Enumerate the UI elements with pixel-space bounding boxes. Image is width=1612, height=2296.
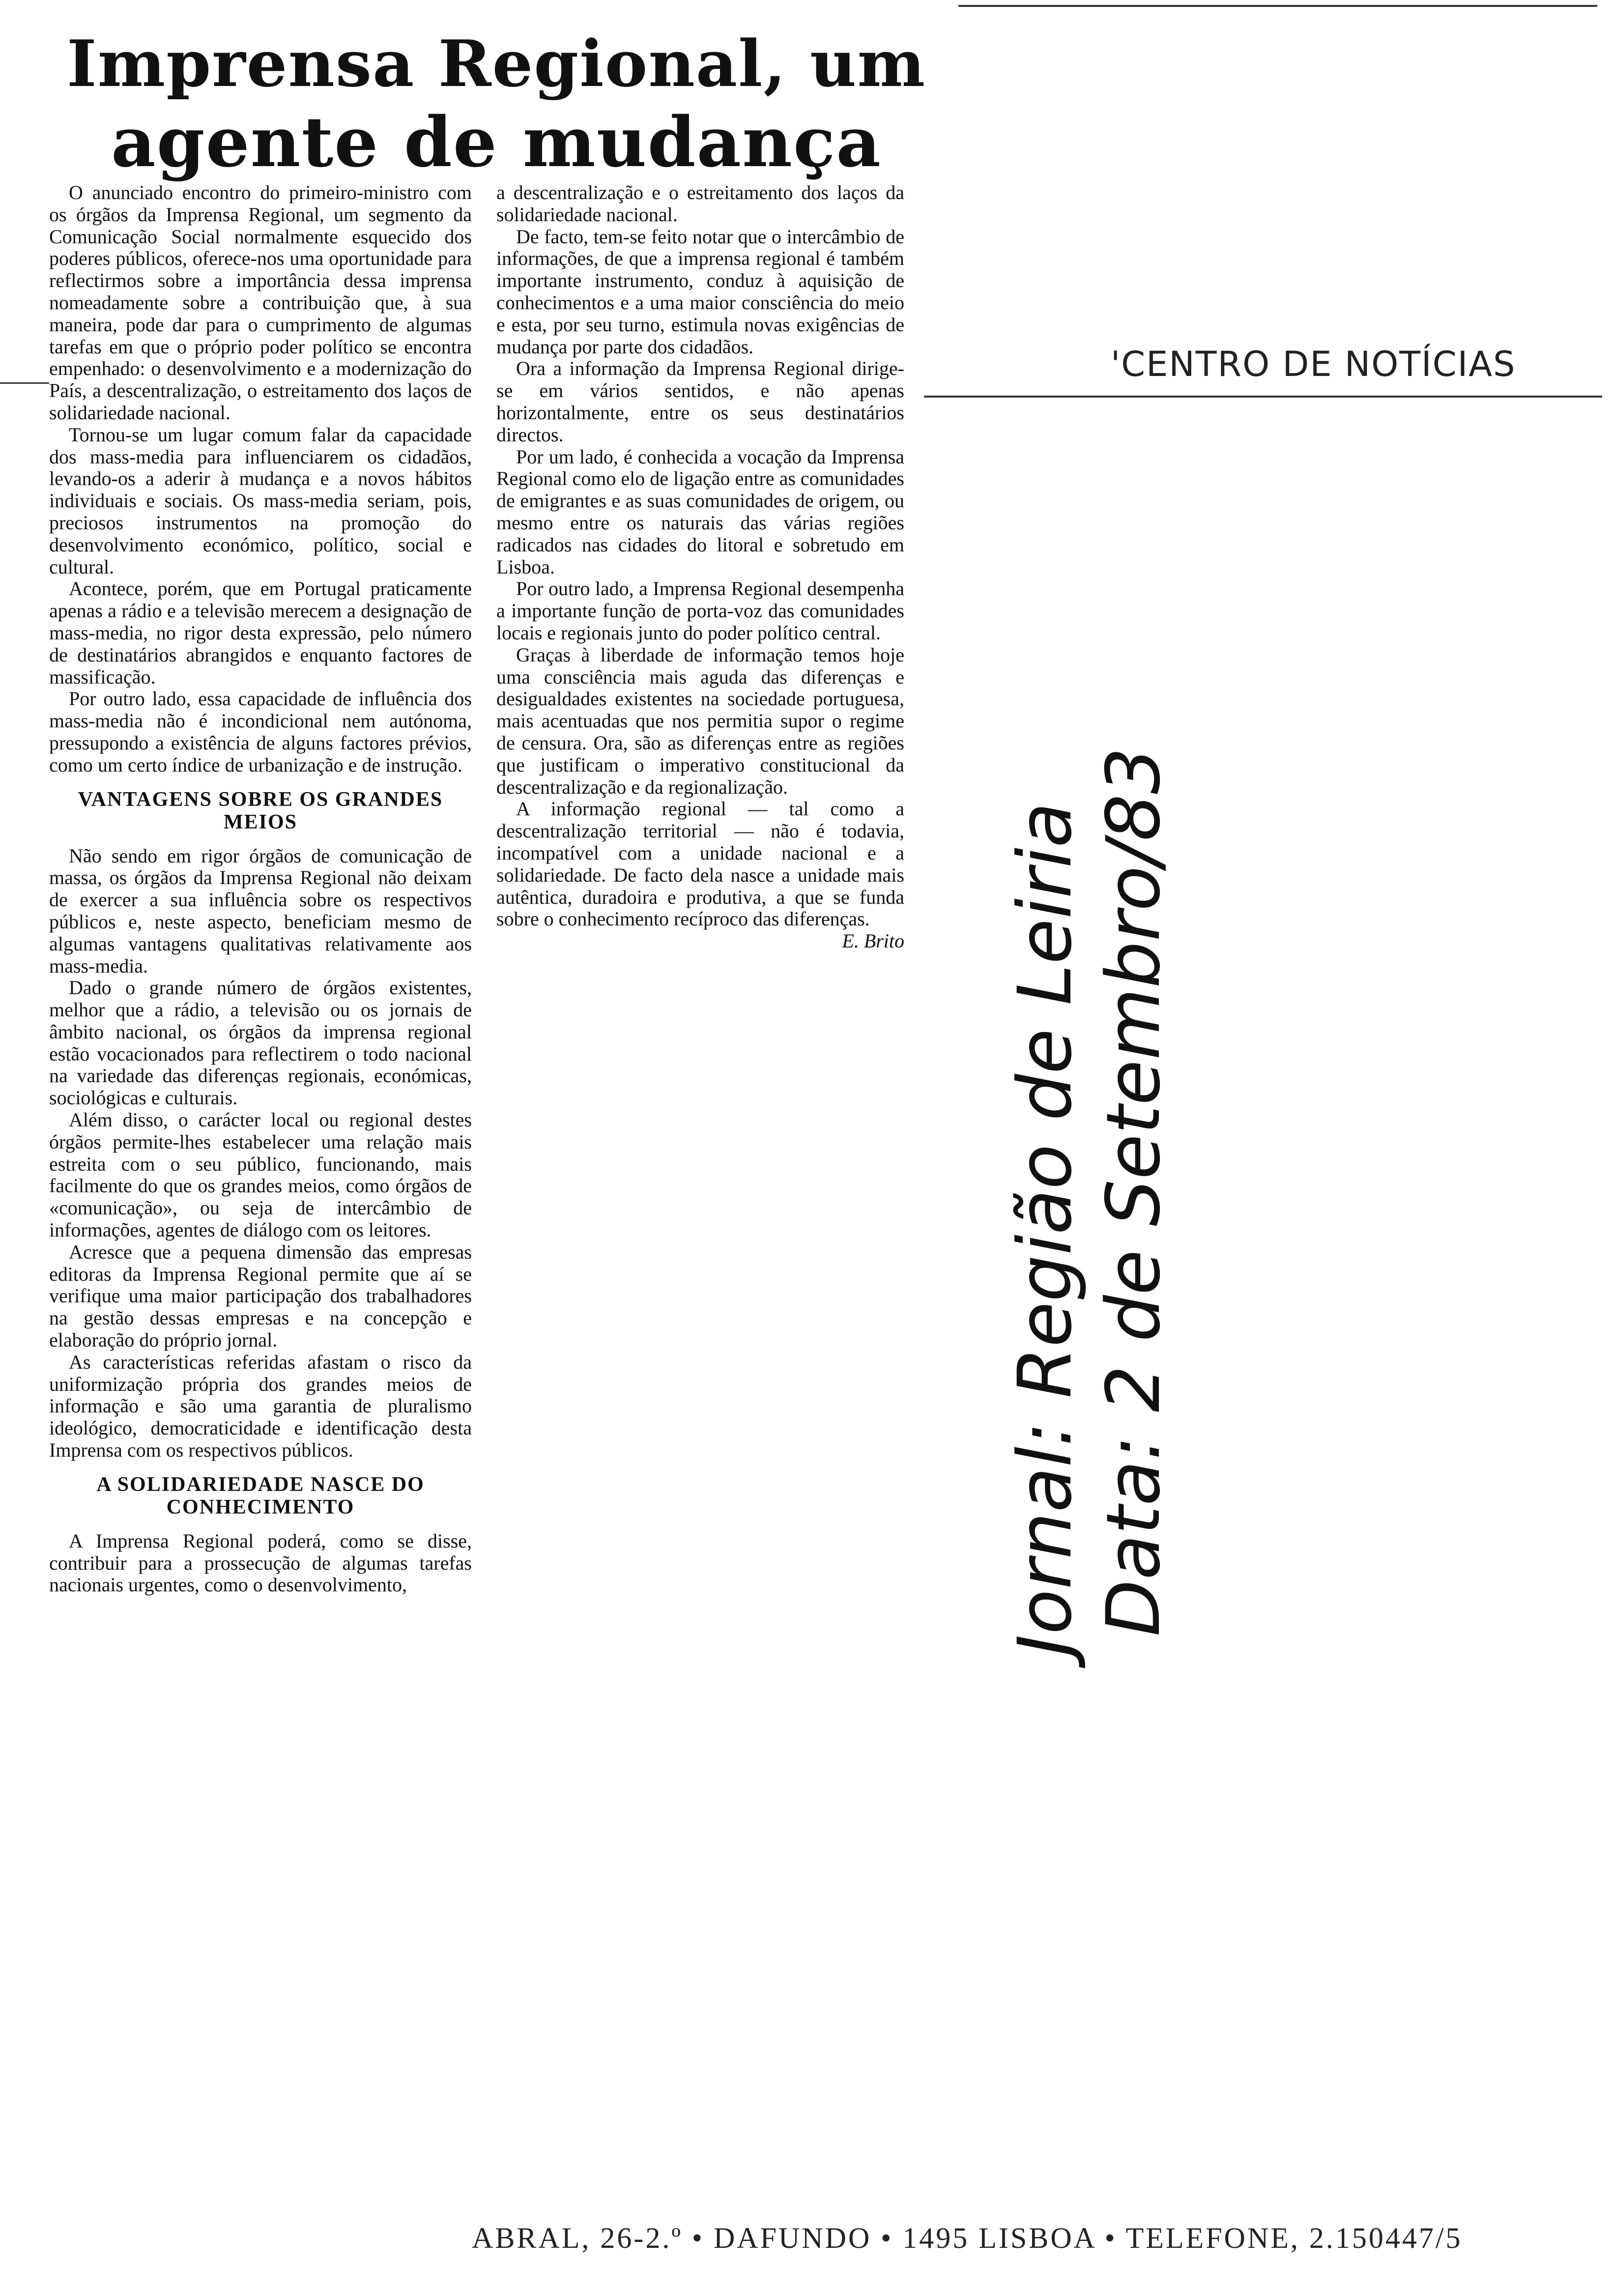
handwritten-date-note: Data: 2 de Setembro/83 (1091, 747, 1177, 1636)
subheading: VANTAGENS SOBRE OS GRANDES MEIOS (78, 788, 443, 833)
paragraph: De facto, tem-se feito notar que o intercâmbio de informações, de que a imprensa regional é também importante instrumento, conduz à aquisição de conhecimentos e a uma maior consciência do meio e esta, por seu turno, estimula novas exigências de mudança por parte dos cidadãos. (496, 225, 904, 358)
paragraph: A informação regional — tal como a descentralização territorial — não é todavia, incompatível com a unidade nacional e a solidariedade. De facto dela nasce a unidade mais autêntica, duradoira e produtiva, a que se funda sobre o conhecimento recíproco das diferenças. (496, 798, 904, 930)
footer-address: ABRAL, 26-2.º • DAFUNDO • 1495 LISBOA • TELEFONE, 2.150447/5 (472, 2222, 1463, 2254)
paragraph: a descentralização e o estreitamento dos laços da solidariedade nacional. (496, 181, 904, 226)
top-rule (958, 5, 1597, 7)
paragraph: As características referidas afastam o risco da uniformização própria dos grandes meios de informação e são uma garantia de pluralismo ideológico, democraticidade e identificação desta Imprensa com os respectivos públicos. (49, 1350, 472, 1462)
author-signature: E. Brito (842, 930, 904, 952)
paragraph: A Imprensa Regional poderá, como se disse, contribuir para a prossecução de algumas tarefas nacionais urgentes, como o desenvolvimento, (49, 1529, 472, 1596)
paragraph: Por outro lado, a Imprensa Regional desempenha a importante função de porta-voz das comunidades locais e regionais junto do poder político central. (496, 577, 904, 644)
paragraph: Não sendo em rigor órgãos de comunicação de massa, os órgãos da Imprensa Regional não deixam de exercer a sua influência sobre os respectivos públicos e, neste aspecto, beneficiam mesmo de algumas vantagens qualitativas relativamente aos mass-media. (49, 844, 472, 977)
paragraph: Acresce que a pequena dimensão das empresas editoras da Imprensa Regional permite que aí se verifique uma maior participação dos trabalhadores na gestão dessas empresas e na concepção e elaboração do próprio jornal. (49, 1240, 472, 1351)
paragraph: Graças à liberdade de informação temos hoje uma consciência mais aguda das diferenças e desigualdades existentes na sociedade portuguesa, mais acentuadas que nos permitia supor o regime de censura. Ora, são as diferenças entre as regiões que justificam o imperativo constitucional da descentralização e da regionalização. (496, 643, 904, 798)
article-column-2 (496, 182, 904, 952)
paragraph: Por um lado, é conhecida a vocação da Imprensa Regional como elo de ligação entre as comunidades de emigrantes e as suas comunidades de origem, ou mesmo entre os naturais das várias regiões radicados nas cidades do litoral e sobretudo em Lisboa. (496, 445, 904, 578)
paragraph: Dado o grande número de órgãos existentes, melhor que a rádio, a televisão ou os jornais de âmbito nacional, os órgãos da imprensa regional estão vocacionados para reflectirem o todo nacional na variedade das diferenças regionais, económicas, sociológicas e culturais. (49, 976, 472, 1109)
paragraph: Tornou-se um lugar comum falar da capacidade dos mass-media para influenciarem os cidadãos, levando-os a aderir à mudança e a novos hábitos individuais e sociais. Os mass-media seriam, pois, preciosos instrumentos na promoção do desenvolvimento económico, político, social e cultural. (49, 423, 472, 578)
subheading: A SOLIDARIEDADE NASCE DO CONHECIMENTO (96, 1473, 425, 1519)
handwritten-newspaper-note: Jornal: Região de Leiria (1003, 802, 1088, 1656)
paragraph: Ora a informação da Imprensa Regional dirige-se em vários sentidos, e não apenas horizontalmente, entre os seus destinatários directos. (496, 357, 904, 446)
paragraph: Acontece, porém, que em Portugal praticamente apenas a rádio e a televisão merecem a designação de mass-media, no rigor desta expressão, pelo número de destinatários abrangidos e enquanto factores de massificação. (49, 577, 472, 688)
article-title-line-2: agente de mudança (111, 102, 882, 183)
paragraph: Além disso, o carácter local ou regional destes órgãos permite-lhes estabelecer uma relação mais estreita com o seu público, funcionando, mais facilmente do que os grandes meios, como órgãos de «comunicação», ou seja de intercâmbio de informações, agentes de diálogo com os leitores. (49, 1109, 472, 1241)
left-margin-mark (0, 382, 49, 384)
article-column-1 (49, 182, 472, 1596)
agency-header: 'CENTRO DE NOTÍCIAS (1111, 344, 1516, 384)
article-title-line-1: Imprensa Regional, um (66, 26, 926, 101)
agency-rule (924, 396, 1602, 398)
paragraph: O anunciado encontro do primeiro-ministro com os órgãos da Imprensa Regional, um segmento da Comunicação Social normalmente esquecido dos poderes públicos, oferece-nos uma oportunidade para reflectirmos sobre a importância dessa imprensa nomeadamente sobre a contribuição que, à sua maneira, pode dar para o cumprimento de algumas tarefas em que o próprio poder político se encontra empenhado: o desenvolvimento e a modernização do País, a descentralização, o estreitamento dos laços de solidariedade nacional. (49, 181, 472, 424)
paragraph: Por outro lado, essa capacidade de influência dos mass-media não é incondicional nem autónoma, pressupondo a existência de alguns factores prévios, como um certo índice de urbanização e de instrução. (49, 688, 472, 776)
